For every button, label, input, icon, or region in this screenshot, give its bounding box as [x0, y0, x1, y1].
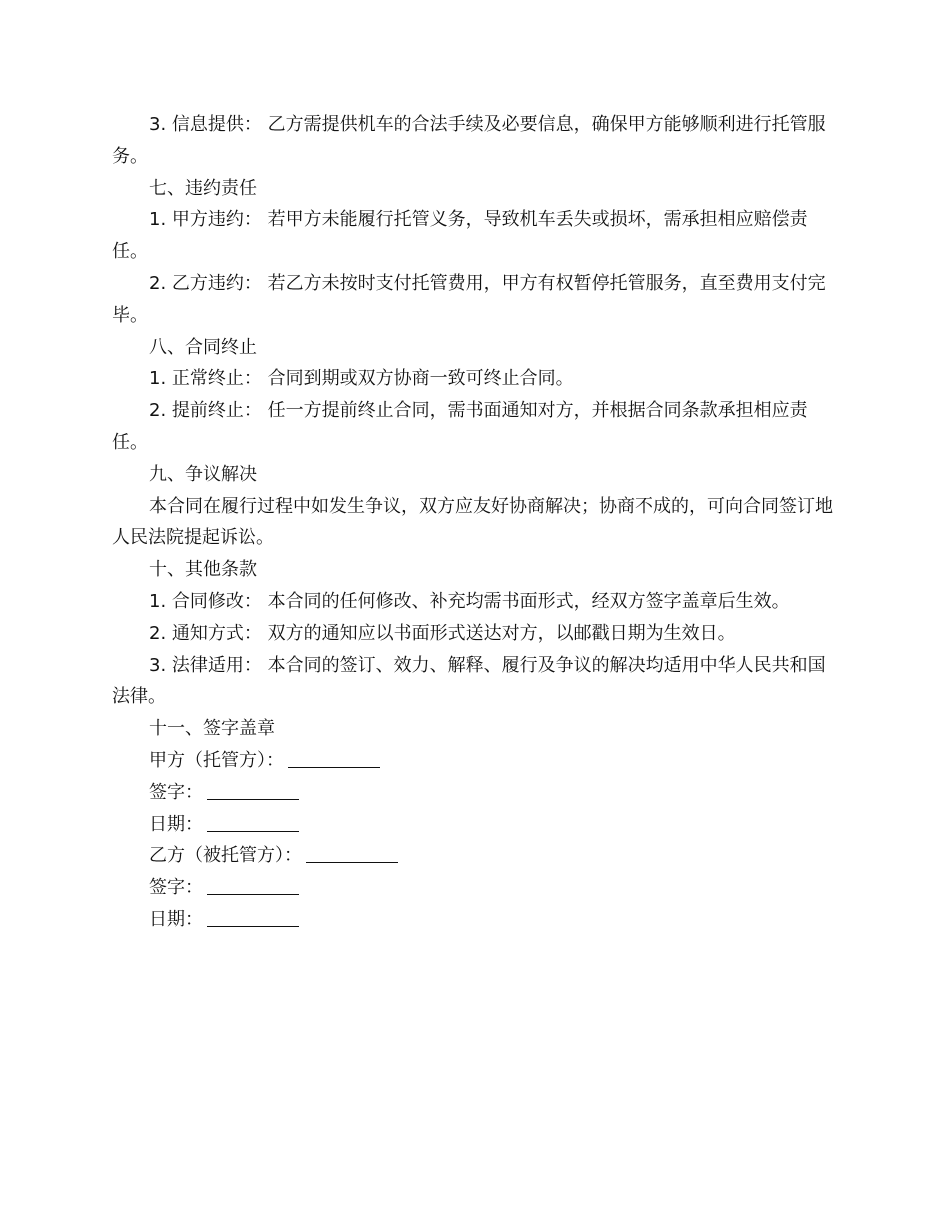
- party-b-date-blank[interactable]: [207, 908, 299, 927]
- party-a-date-row: [112, 809, 842, 841]
- clause-party-b-breach: 2. 乙方违约： 若乙方未按时支付托管费用，甲方有权暂停托管服务，直至费用支付完毕。: [112, 272, 826, 326]
- clause-contract-modification: 1. 合同修改： 本合同的任何修改、补充均需书面形式，经双方签字盖章后生效。: [149, 590, 790, 612]
- party-b-label: 乙方（被托管方）：: [149, 845, 302, 867]
- party-a-blank[interactable]: [288, 749, 380, 768]
- clause-dispute-resolution: 本合同在履行过程中如发生争议，双方应友好协商解决；协商不成的，可向合同签订地人民法院提起诉讼。: [112, 495, 833, 549]
- document-page: [112, 109, 842, 936]
- party-a-label: 甲方（托管方）：: [149, 749, 284, 771]
- party-b-row: [112, 840, 842, 872]
- party-a-date-blank[interactable]: [207, 813, 299, 832]
- party-a-sign-blank[interactable]: [207, 781, 299, 800]
- party-b-sign-label: 签字：: [149, 877, 203, 899]
- party-b-sign-blank[interactable]: [207, 876, 299, 895]
- heading-contract-termination: 八、合同终止: [149, 336, 257, 358]
- party-b-date-row: [112, 904, 842, 936]
- heading-other-terms: 十、其他条款: [149, 559, 257, 581]
- party-a-sign-label: 签字：: [149, 781, 203, 803]
- party-a-sign-row: [112, 777, 842, 809]
- clause-party-a-breach: 1. 甲方违约： 若甲方未能履行托管义务，导致机车丢失或损坏，需承担相应赔偿责任。: [112, 209, 808, 263]
- party-a-row: [112, 745, 842, 777]
- clause-governing-law: 3. 法律适用： 本合同的签订、效力、解释、履行及争议的解决均适用中华人民共和国法律。: [112, 654, 826, 708]
- heading-signature-seal: 十一、签字盖章: [149, 718, 275, 740]
- clause-info-provision: 3. 信息提供： 乙方需提供机车的合法手续及必要信息，确保甲方能够顺利进行托管服务。: [112, 114, 826, 167]
- clause-notice-method: 2. 通知方式： 双方的通知应以书面形式送达对方，以邮戳日期为生效日。: [149, 622, 736, 644]
- party-a-date-label: 日期：: [149, 813, 203, 835]
- clause-early-termination: 2. 提前终止： 任一方提前终止合同，需书面通知对方，并根据合同条款承担相应责任。: [112, 400, 808, 453]
- party-b-blank[interactable]: [306, 844, 398, 863]
- party-b-date-label: 日期：: [149, 908, 203, 930]
- clause-normal-termination: 1. 正常终止： 合同到期或双方协商一致可终止合同。: [149, 368, 574, 390]
- heading-dispute-resolution: 九、争议解决: [149, 463, 257, 485]
- party-b-sign-row: [112, 872, 842, 904]
- heading-breach-liability: 七、违约责任: [149, 177, 257, 199]
